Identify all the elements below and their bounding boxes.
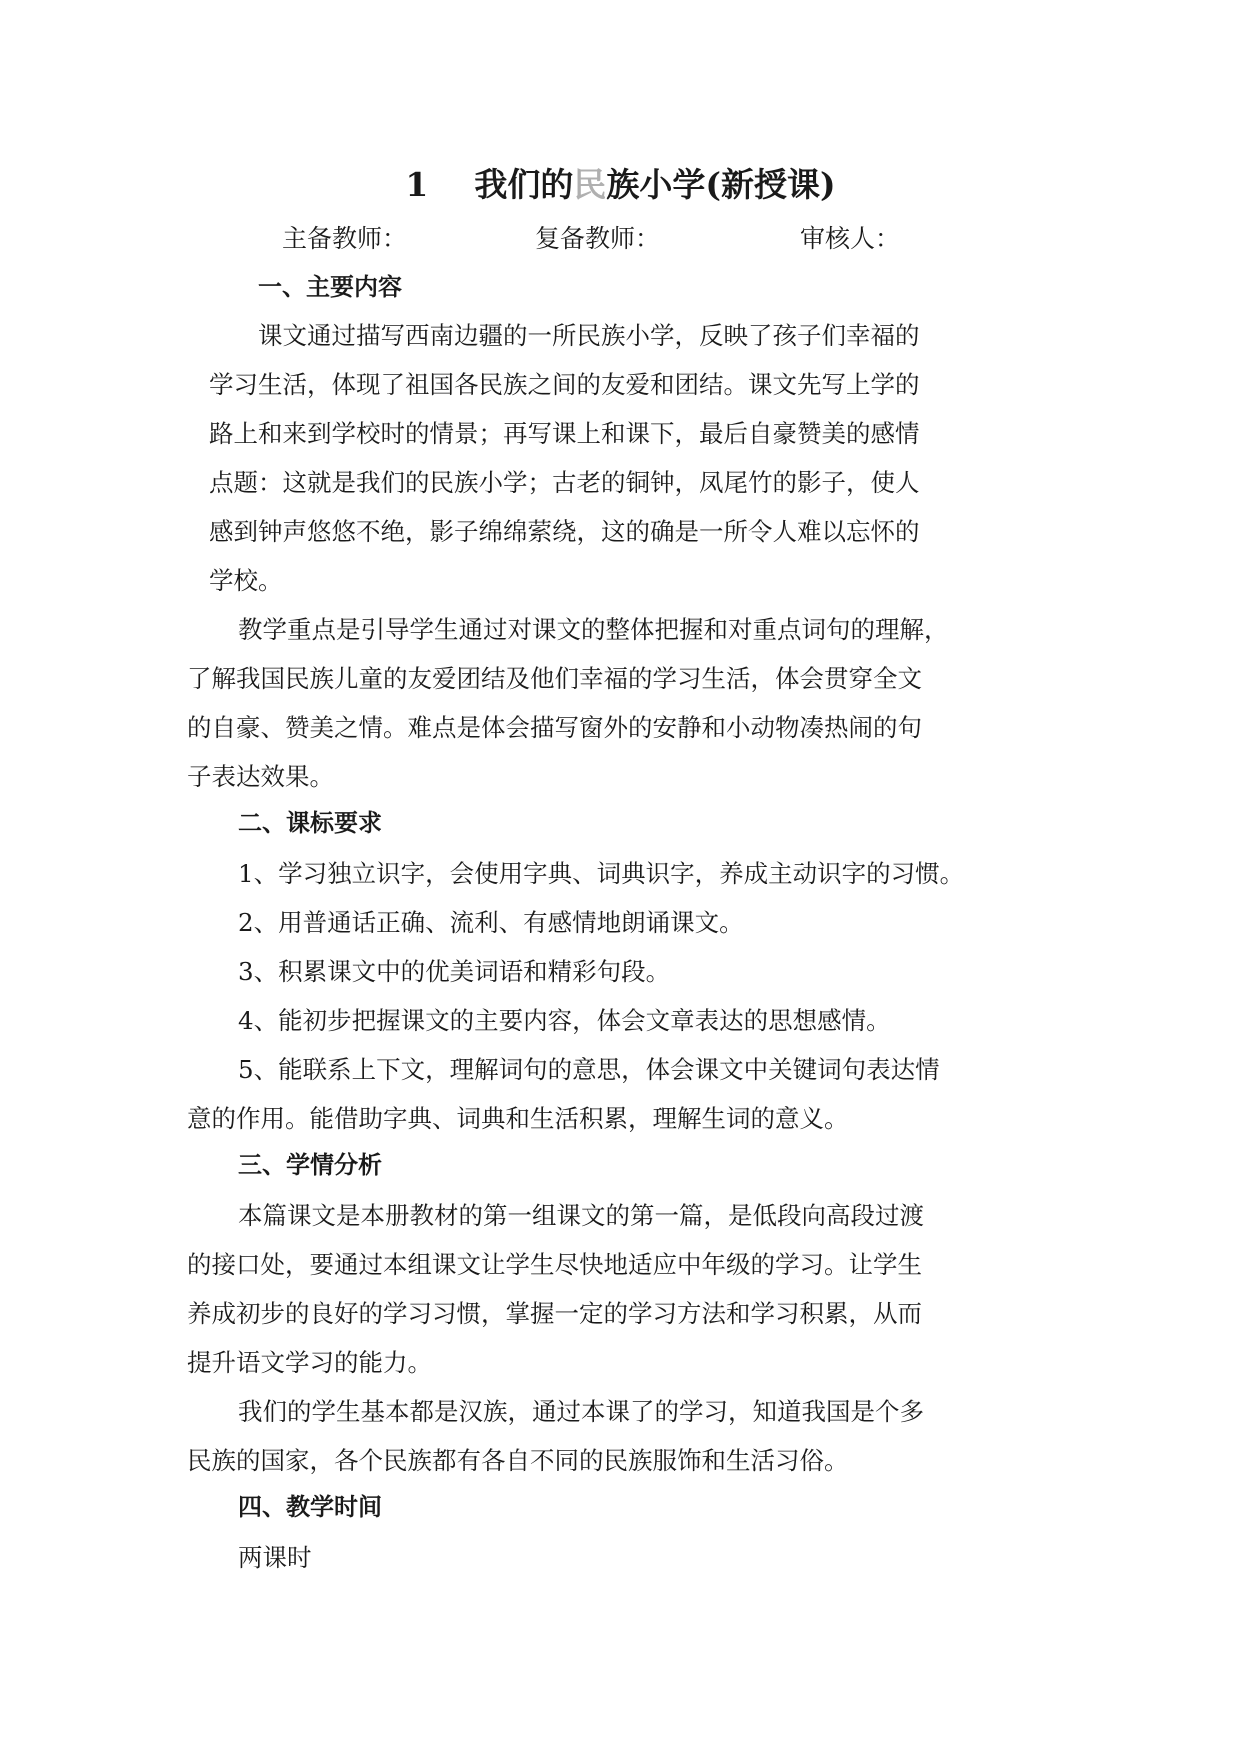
title-number: 1 xyxy=(405,165,429,204)
main-content-line: 感到钟声悠悠不绝，影子绵绵萦绕，这的确是一所令人难以忘怀的 xyxy=(209,517,920,546)
title-text-ghost: 民 xyxy=(573,165,607,204)
focus-line: 子表达效果。 xyxy=(187,762,334,791)
section-heading-standards: 二、课标要求 xyxy=(238,808,382,837)
analysis-line: 我们的学生基本都是汉族，通过本课了的学习，知道我国是个多 xyxy=(238,1397,924,1426)
main-content-line: 点题：这就是我们的民族小学；古老的铜钟，凤尾竹的影子，使人 xyxy=(209,468,920,497)
analysis-line: 提升语文学习的能力。 xyxy=(187,1348,432,1377)
standard-item: 2、用普通话正确、流利、有感情地朗诵课文。 xyxy=(238,908,744,937)
analysis-line: 本篇课文是本册教材的第一组课文的第一篇，是低段向高段过渡 xyxy=(238,1201,924,1230)
main-content-line: 路上和来到学校时的情景；再写课上和课下，最后自豪赞美的感情 xyxy=(209,419,920,448)
lead-teacher-label: 主备教师： xyxy=(282,224,408,253)
section-heading-main-content: 一、主要内容 xyxy=(258,272,402,301)
title-text-after: 族小学(新授课) xyxy=(606,165,836,204)
main-content-line: 学校。 xyxy=(209,566,283,595)
standard-item-continued: 意的作用。能借助字典、词典和生活积累，理解生词的意义。 xyxy=(187,1104,849,1133)
standard-item: 4、能初步把握课文的主要内容，体会文章表达的思想感情。 xyxy=(238,1006,891,1035)
main-content-line: 课文通过描写西南边疆的一所民族小学，反映了孩子们幸福的 xyxy=(258,321,920,350)
analysis-line: 的接口处，要通过本组课文让学生尽快地适应中年级的学习。让学生 xyxy=(187,1250,922,1279)
analysis-line: 养成初步的良好的学习习惯，掌握一定的学习方法和学习积累，从而 xyxy=(187,1299,922,1328)
teaching-time-value: 两课时 xyxy=(238,1543,312,1572)
standard-item: 1、学习独立识字，会使用字典、词典识字，养成主动识字的习惯。 xyxy=(238,859,965,888)
section-heading-analysis: 三、学情分析 xyxy=(238,1150,382,1179)
section-heading-time: 四、教学时间 xyxy=(238,1492,382,1521)
analysis-line: 民族的国家，各个民族都有各自不同的民族服饰和生活习俗。 xyxy=(187,1446,849,1475)
standard-item: 3、积累课文中的优美词语和精彩句段。 xyxy=(238,957,671,986)
focus-line: 的自豪、赞美之情。难点是体会描写窗外的安静和小动物凑热闹的句 xyxy=(187,713,922,742)
review-teacher-label: 复备教师： xyxy=(535,224,661,253)
focus-line: 教学重点是引导学生通过对课文的整体把握和对重点词句的理解， xyxy=(238,615,949,644)
auditor-label: 审核人： xyxy=(800,224,901,253)
focus-line: 了解我国民族儿童的友爱团结及他们幸福的学习生活，体会贯穿全文 xyxy=(187,664,922,693)
main-content-line: 学习生活，体现了祖国各民族之间的友爱和团结。课文先写上学的 xyxy=(209,370,920,399)
page-title xyxy=(0,162,1241,208)
title-text-before: 我们的 xyxy=(474,165,574,204)
standard-item: 5、能联系上下文，理解词句的意思，体会课文中关键词句表达情 xyxy=(238,1055,940,1084)
